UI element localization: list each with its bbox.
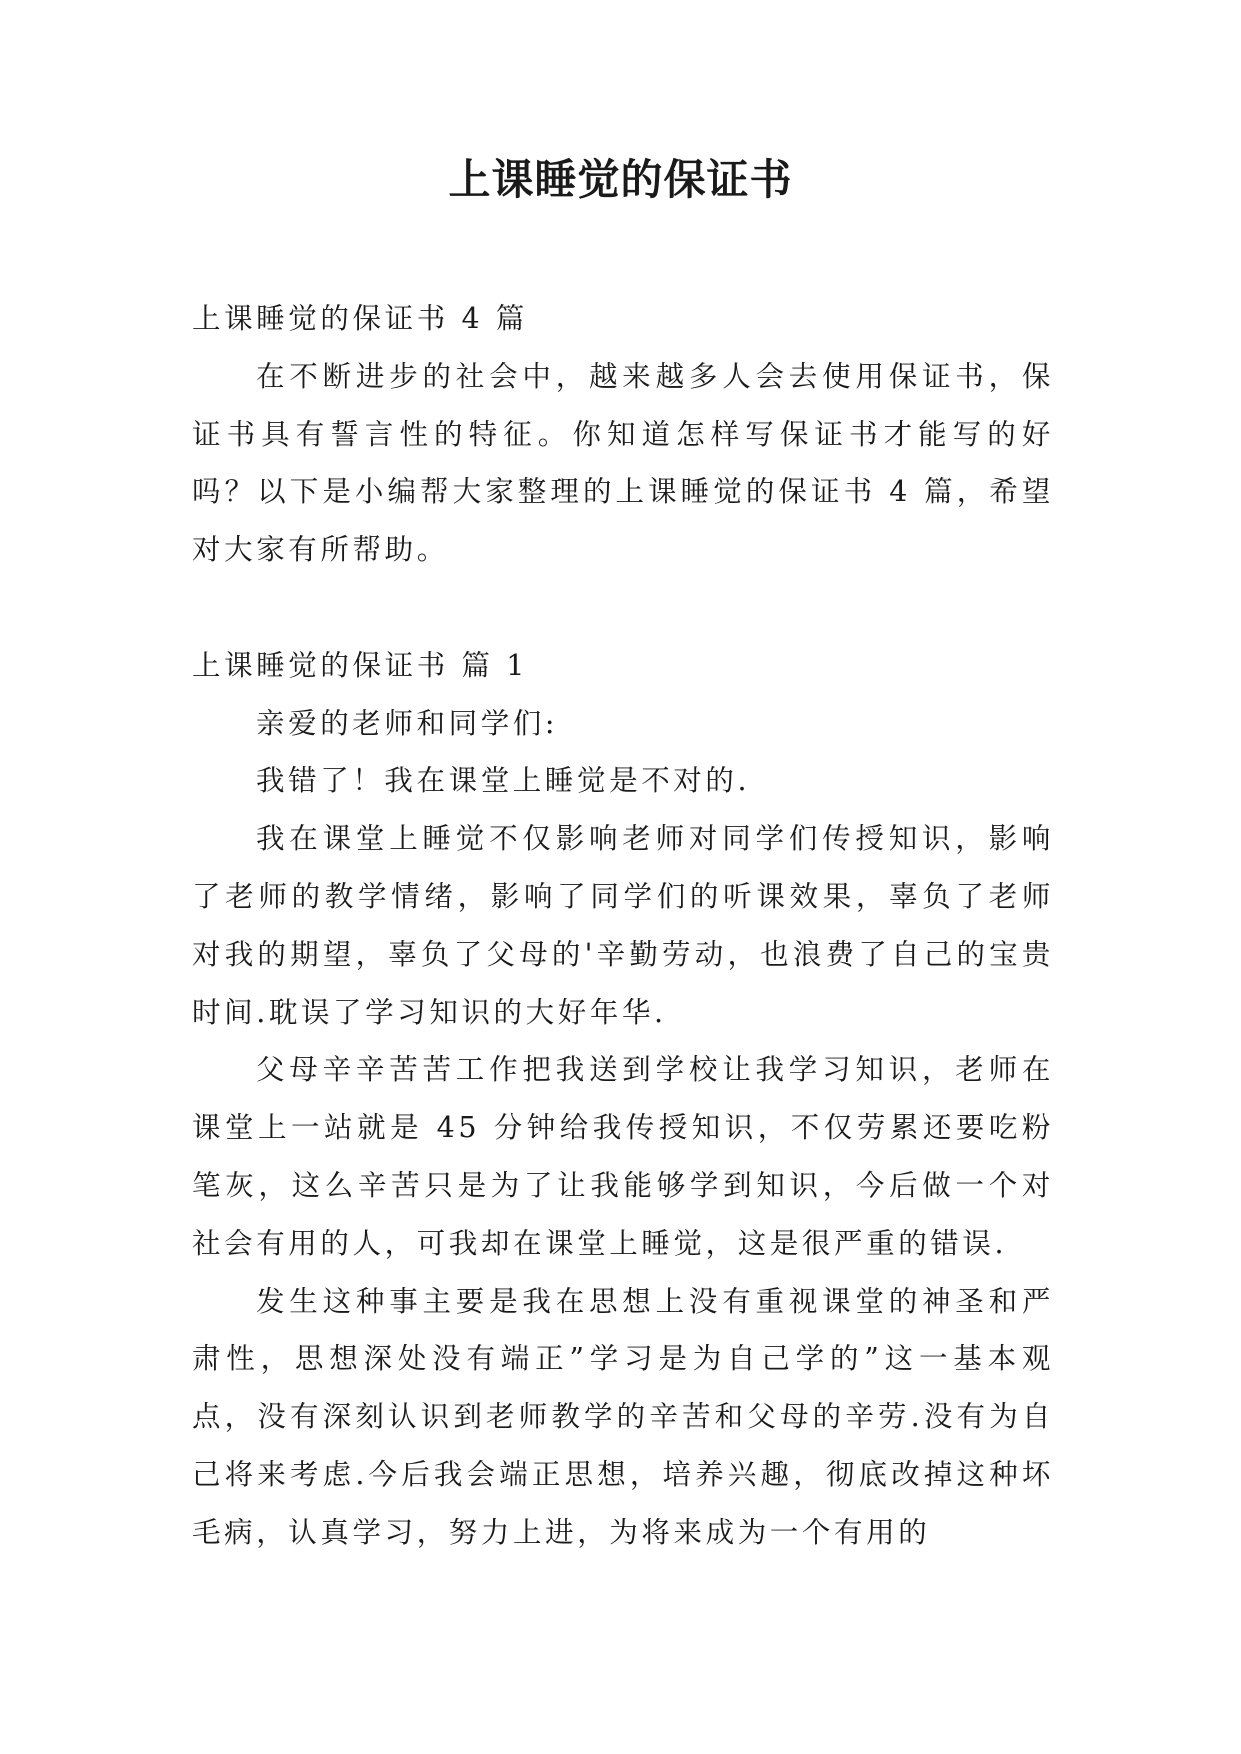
document-title: 上课睡觉的保证书	[448, 155, 793, 204]
section1-paragraph: 我在课堂上睡觉不仅影响老师对同学们传授知识，影响了老师的教学情绪，影响了同学们的听课效果，辜负了老师对我的期望，辜负了父母的'辛勤劳动，也浪费了自己的宝贵时间.耽误了学习知识的大好年华.	[192, 822, 1054, 1029]
section1-heading: 上课睡觉的保证书 篇 1	[192, 648, 528, 682]
document-body	[192, 290, 1054, 1562]
section1-salutation: 亲爱的老师和同学们:	[256, 706, 559, 740]
section1-paragraph: 发生这种事主要是我在思想上没有重视课堂的神圣和严肃性，思想深处没有端正”学习是为自己学的”这一基本观点，没有深刻认识到老师教学的辛苦和父母的辛劳.没有为自己将来考虑.今后我会端正思想，培养兴趣，彻底改掉这种坏毛病，认真学习，努力上进，为将来成为一个有用的	[192, 1284, 1054, 1549]
intro-heading: 上课睡觉的保证书 4 篇	[192, 302, 528, 335]
section1-paragraph: 父母辛辛苦苦工作把我送到学校让我学习知识，老师在课堂上一站就是 45 分钟给我传授知识，不仅劳累还要吃粉笔灰，这么辛苦只是为了让我能够学到知识，今后做一个对社会有用的人，可我却在课堂上睡觉，这是很严重的错误.	[192, 1053, 1054, 1260]
section1-paragraph: 我错了！我在课堂上睡觉是不对的.	[256, 764, 751, 798]
intro-paragraph: 在不断进步的社会中，越来越多人会去使用保证书，保证书具有誓言性的特征。你知道怎样写保证书才能写的好吗？以下是小编帮大家整理的上课睡觉的保证书 4 篇，希望对大家有所帮助。	[192, 359, 1054, 567]
section-spacer	[192, 579, 1054, 637]
